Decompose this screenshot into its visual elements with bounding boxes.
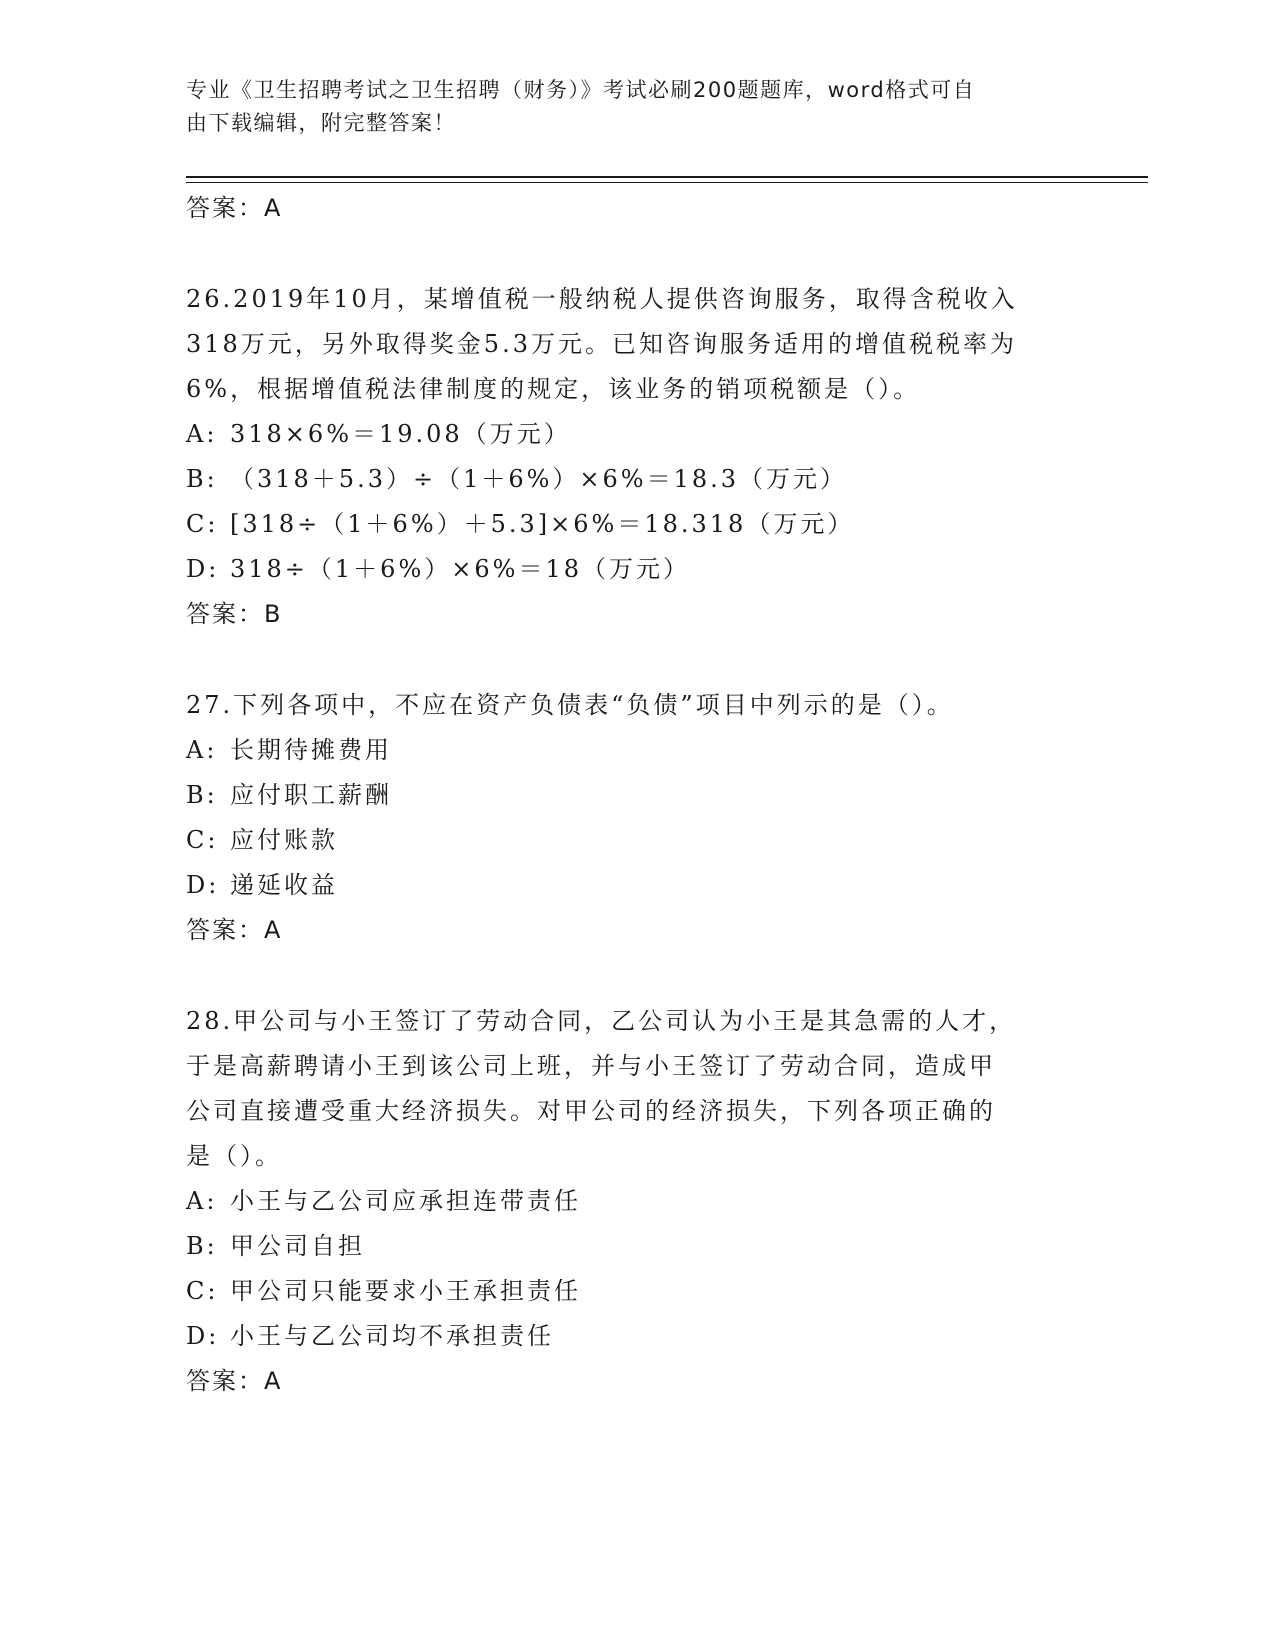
option-text: [318÷（1＋6%）＋5.3]×6%＝18.318（万元） (230, 510, 855, 538)
question-26-stem-line-3: 6%，根据增值税法律制度的规定，该业务的销项税额是（）。 (186, 375, 921, 403)
question-26-option-b (186, 457, 1086, 502)
question-28-stem-line-4: 是（）。 (186, 1142, 282, 1170)
page-header (186, 74, 1066, 140)
option-text: 318÷（1＋6%）×6%＝18（万元） (230, 555, 690, 583)
option-letter: A: (186, 736, 218, 764)
question-28-answer: 答案：A (186, 1367, 283, 1395)
question-27-option-c (186, 818, 1086, 863)
spacer (186, 230, 1086, 277)
question-26 (186, 277, 1086, 636)
question-28-stem-line-3: 公司直接遭受重大经济损失。对甲公司的经济损失，下列各项正确的 (186, 1097, 996, 1125)
option-letter: B: (186, 1232, 218, 1260)
option-letter: C: (186, 510, 219, 538)
option-text: 甲公司自担 (230, 1232, 365, 1260)
question-26-answer: 答案：B (186, 600, 283, 628)
option-letter: D: (186, 555, 220, 583)
question-26-stem-line-2: 318万元，另外取得奖金5.3万元。已知咨询服务适用的增值税税率为 (186, 330, 1017, 358)
option-text: 小王与乙公司均不承担责任 (230, 1322, 554, 1350)
option-letter: A: (186, 420, 218, 448)
question-28-option-d (186, 1314, 1086, 1359)
question-27-option-b (186, 773, 1086, 818)
option-text: 应付账款 (230, 826, 338, 854)
question-26-option-c (186, 502, 1086, 547)
document-body (186, 186, 1086, 1403)
option-letter: D: (186, 1322, 220, 1350)
option-text: 318×6%＝19.08（万元） (230, 420, 571, 448)
question-27 (186, 683, 1086, 952)
option-text: 应付职工薪酬 (230, 781, 392, 809)
question-28-stem-line-2: 于是高薪聘请小王到该公司上班，并与小王签订了劳动合同，造成甲 (186, 1052, 996, 1080)
question-28 (186, 999, 1086, 1403)
question-26-stem-line-1: 26.2019年10月，某增值税一般纳税人提供咨询服务，取得含税收入 (186, 285, 1018, 313)
question-27-stem-line-1: 27.下列各项中，不应在资产负债表“负债”项目中列示的是（）。 (186, 691, 954, 719)
option-text: 递延收益 (230, 871, 338, 899)
question-28-option-b (186, 1224, 1086, 1269)
option-text: 长期待摊费用 (230, 736, 392, 764)
question-26-option-a (186, 412, 1086, 457)
question-28-stem-line-1: 28.甲公司与小王签订了劳动合同，乙公司认为小王是其急需的人才， (186, 1007, 1017, 1035)
option-letter: A: (186, 1187, 218, 1215)
question-28-option-a (186, 1179, 1086, 1224)
option-text: （318＋5.3）÷（1＋6%）×6%＝18.3（万元） (230, 465, 848, 493)
question-26-option-d (186, 547, 1086, 592)
header-divider-thin (186, 182, 1148, 183)
option-text: 小王与乙公司应承担连带责任 (230, 1187, 581, 1215)
question-27-option-d (186, 863, 1086, 908)
option-letter: B: (186, 465, 218, 493)
option-letter: C: (186, 1277, 219, 1305)
question-28-option-c (186, 1269, 1086, 1314)
answer-previous: 答案：A (186, 194, 283, 222)
spacer (186, 952, 1086, 999)
option-letter: C: (186, 826, 219, 854)
header-divider-thick (186, 176, 1148, 178)
option-text: 甲公司只能要求小王承担责任 (230, 1277, 581, 1305)
header-line-1: 专业《卫生招聘考试之卫生招聘（财务）》考试必刷200题题库，word格式可自 (186, 78, 976, 102)
option-letter: B: (186, 781, 218, 809)
option-letter: D: (186, 871, 220, 899)
spacer (186, 636, 1086, 683)
question-27-option-a (186, 728, 1086, 773)
question-27-answer: 答案：A (186, 916, 283, 944)
header-line-2: 由下载编辑，附完整答案！ (186, 111, 456, 135)
